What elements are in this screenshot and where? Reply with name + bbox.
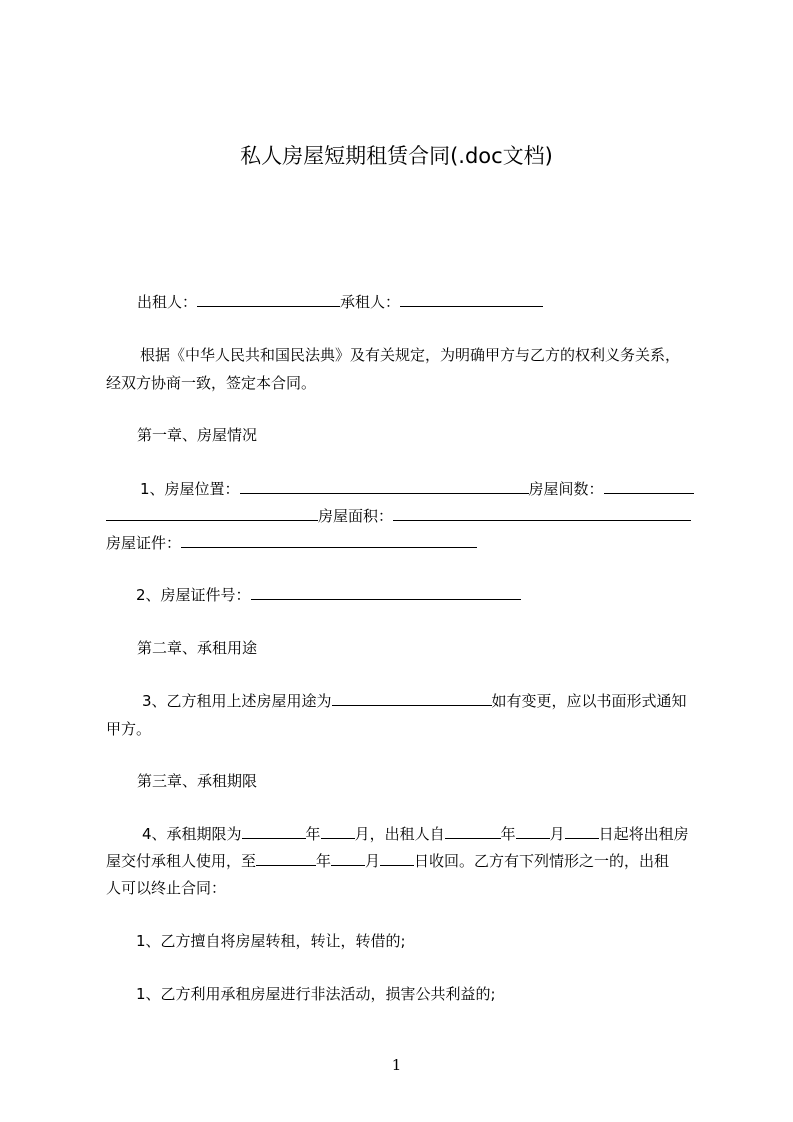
month-label: 月 — [365, 852, 381, 870]
item-4-line-3: 人可以终止合同： — [106, 879, 227, 897]
term-month-blank[interactable] — [321, 823, 355, 839]
lessee-blank[interactable] — [400, 291, 543, 307]
usage-label: 3、乙方租用上述房屋用途为 — [142, 692, 332, 710]
item-4-line-1 — [142, 823, 689, 845]
lessor-blank[interactable] — [197, 291, 340, 307]
preamble-line-2: 经双方协商一致，签定本合同。 — [106, 374, 317, 392]
location-blank[interactable] — [240, 478, 529, 494]
lessor-label: 出租人： — [137, 293, 198, 311]
area-blank[interactable] — [393, 505, 691, 521]
lessee-label: 承租人： — [340, 293, 401, 311]
from-day-blank[interactable] — [565, 823, 599, 839]
item-3-line-1 — [142, 690, 687, 712]
item-1-line-3 — [106, 532, 477, 554]
until-year-blank[interactable] — [256, 850, 316, 866]
from-month-blank[interactable] — [516, 823, 550, 839]
item-4-line-2 — [106, 850, 669, 872]
year-label: 年 — [500, 825, 516, 843]
condition-2: 1、乙方利用承租房屋进行非法活动，损害公共利益的; — [136, 985, 496, 1003]
until-day-blank[interactable] — [380, 850, 414, 866]
from-label: ，出租人自 — [369, 825, 445, 843]
day-from-label: 日起将出租房 — [598, 825, 689, 843]
preamble-line-1: 根据《中华人民共和国民法典》及有关规定，为明确甲方与乙方的权利义务关系， — [140, 346, 681, 364]
month-label: 月 — [354, 825, 370, 843]
item-1-line-1 — [140, 478, 694, 500]
term-year-blank[interactable] — [242, 823, 306, 839]
location-label: 1、房屋位置： — [140, 480, 240, 498]
cert-blank[interactable] — [181, 532, 477, 548]
item-2-line — [136, 584, 521, 606]
condition-1: 1、乙方擅自将房屋转租，转让，转借的; — [136, 932, 406, 950]
item-1-line-2 — [106, 505, 691, 527]
year-label: 年 — [305, 825, 321, 843]
chapter-1-heading: 第一章、房屋情况 — [137, 426, 258, 444]
year-label: 年 — [316, 852, 332, 870]
item-3-line-2: 甲方。 — [106, 720, 152, 738]
parties-line — [137, 291, 543, 313]
chapter-2-heading: 第二章、承租用途 — [137, 639, 258, 657]
usage-blank[interactable] — [332, 690, 492, 706]
cert-no-blank[interactable] — [251, 584, 521, 600]
area-label: 房屋面积： — [318, 507, 394, 525]
from-year-blank[interactable] — [445, 823, 501, 839]
usage-change-text: 如有变更，应以书面形式通知 — [491, 692, 687, 710]
month-label: 月 — [549, 825, 565, 843]
recovery-text: 日收回。乙方有下列情形之一的，出租 — [414, 852, 670, 870]
rooms-blank[interactable] — [604, 478, 694, 494]
rooms-blank-cont[interactable] — [106, 505, 318, 521]
until-month-blank[interactable] — [331, 850, 365, 866]
until-label: 屋交付承租人使用，至 — [106, 852, 257, 870]
chapter-3-heading: 第三章、承租期限 — [137, 772, 258, 790]
cert-label: 房屋证件： — [106, 534, 182, 552]
rooms-label: 房屋间数： — [528, 480, 604, 498]
document-title: 私人房屋短期租赁合同(.doc文档) — [240, 144, 553, 168]
cert-no-label: 2、房屋证件号： — [136, 586, 251, 604]
page-number: 1 — [391, 1056, 402, 1074]
term-label: 4、承租期限为 — [142, 825, 242, 843]
